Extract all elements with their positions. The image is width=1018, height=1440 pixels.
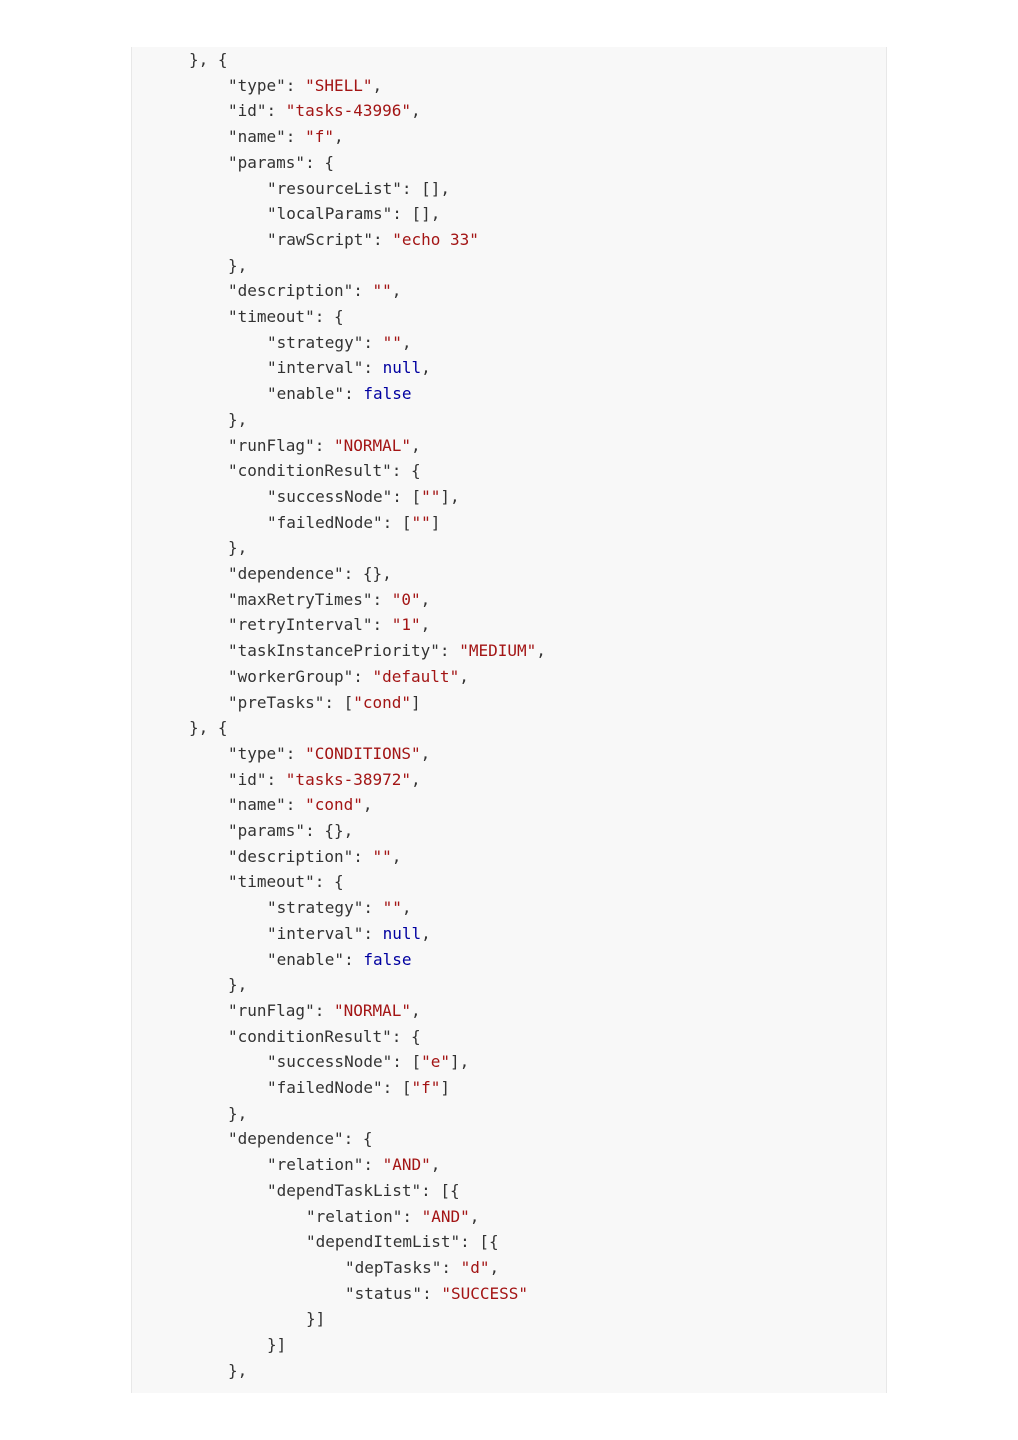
code-line [228,844,401,870]
punctuation-token: "runFlag": [228,435,334,455]
code-line [228,150,334,176]
code-line [228,1126,373,1152]
punctuation-token: "params": { [228,152,334,172]
string-token: "f" [411,1078,441,1097]
code-line [228,998,421,1024]
string-token: "AND" [382,1155,431,1175]
punctuation-token: "dependItemList": [{ [306,1232,499,1252]
string-token: "CONDITIONS" [305,743,421,763]
code-line [267,1075,450,1101]
code-line [189,715,228,741]
string-token: "" [372,281,392,301]
punctuation-token: "dependence": {}, [228,564,392,583]
code-line [228,587,430,613]
code-line [306,1306,325,1332]
code-line [267,201,440,227]
string-token: "default" [372,666,460,686]
punctuation-token: }] [306,1309,326,1329]
punctuation-token: ], [440,486,460,506]
code-line [267,227,479,253]
punctuation-token: "conditionResult": { [228,461,421,481]
string-token: "MEDIUM" [459,641,537,661]
punctuation-token: , [430,1155,441,1175]
code-block [131,47,887,1393]
punctuation-token: "relation": [267,1155,383,1175]
code-line [228,124,344,150]
code-line [189,47,228,73]
punctuation-token: "name": [228,795,306,815]
punctuation-token: "failedNode": [ [267,512,412,532]
code-line [228,278,401,304]
punctuation-token: , [420,589,431,609]
code-line [267,947,412,973]
punctuation-token: "taskInstancePriority": [228,641,460,661]
punctuation-token: , [421,358,431,378]
punctuation-token: "description": [228,281,373,301]
code-line [228,73,382,99]
string-token: "" [421,486,441,506]
code-line [228,535,247,561]
punctuation-token: , [459,666,469,686]
punctuation-token: , [536,641,546,661]
punctuation-token: , [469,1206,480,1226]
code-line [267,895,412,921]
punctuation-token: "rawScript": [267,229,393,249]
code-line [306,1229,499,1255]
code-line [228,767,421,793]
punctuation-token: }, { [189,50,228,69]
code-line [228,972,247,998]
string-token: "" [382,898,402,918]
string-token: "e" [421,1052,451,1072]
string-token: "f" [305,127,334,147]
punctuation-token: "description": [228,846,373,866]
code-line [228,792,373,818]
code-line [228,741,430,767]
string-token: "tasks-38972" [285,769,412,789]
punctuation-token: "runFlag": [228,1000,334,1020]
code-line [228,690,421,716]
punctuation-token: "conditionResult": { [228,1026,421,1046]
punctuation-token: "successNode": [ [267,1052,422,1072]
code-line [228,664,469,690]
punctuation-token: "resourceList": [], [267,178,451,198]
punctuation-token: }] [267,1335,287,1354]
punctuation-token: , [420,743,431,763]
punctuation-token: "relation": [306,1206,422,1226]
string-token: "" [411,512,431,532]
code-line [228,407,247,433]
punctuation-token: "name": [228,127,306,147]
punctuation-token: , [420,615,431,635]
punctuation-token: }, [228,1103,248,1123]
string-token: "echo 33" [392,229,479,249]
code-line [267,1332,286,1358]
punctuation-token: "preTasks": [ [228,692,354,712]
string-token: "cond" [353,692,412,712]
code-line [228,818,353,844]
punctuation-token: ], [450,1052,470,1072]
punctuation-token: "depTasks": [345,1257,461,1277]
string-token: "AND" [421,1206,470,1226]
code-line [306,1204,479,1230]
code-line [267,921,431,947]
keyword-token: false [363,949,412,969]
punctuation-token: "id": [228,101,286,121]
code-line [267,176,450,202]
punctuation-token: "timeout": { [228,307,344,326]
punctuation-token: "interval": [267,358,383,378]
code-line [267,330,412,356]
punctuation-token: "timeout": { [228,872,344,892]
punctuation-token: }, [228,255,248,275]
punctuation-token: "dependence": { [228,1129,373,1149]
punctuation-token: ] [440,1078,451,1097]
code-line [228,304,344,330]
keyword-token: null [382,923,422,943]
string-token: "NORMAL" [333,435,412,455]
punctuation-token: "enable": [267,949,364,969]
punctuation-token: "localParams": [], [267,204,441,224]
string-token: "SHELL" [305,75,373,95]
punctuation-token: , [401,332,412,352]
string-token: "NORMAL" [333,1000,412,1020]
code-line [228,433,421,459]
punctuation-token: }, { [189,718,228,738]
keyword-token: null [382,358,422,378]
string-token: "tasks-43996" [285,101,412,121]
punctuation-token: , [421,923,431,943]
code-line [345,1281,528,1307]
code-line [267,1152,440,1178]
punctuation-token: "strategy": [267,332,383,352]
string-token: "" [382,332,402,352]
punctuation-token: "workerGroup": [228,666,373,686]
punctuation-token: "enable": [267,384,364,404]
punctuation-token: "retryInterval": [228,615,392,635]
punctuation-token: "failedNode": [ [267,1078,412,1097]
punctuation-token: }, [228,538,248,558]
punctuation-token: ] [411,692,421,712]
punctuation-token: }, [228,1360,248,1380]
punctuation-token: , [411,101,421,121]
code-line [228,458,421,484]
punctuation-token: , [372,75,383,95]
punctuation-token: "params": {}, [228,821,354,840]
string-token: "1" [391,615,421,635]
code-line [267,1049,469,1075]
code-line [228,869,344,895]
code-line [228,253,247,279]
code-line [345,1255,499,1281]
punctuation-token: }, [228,409,248,429]
code-line [228,1024,421,1050]
punctuation-token: , [391,281,402,301]
code-line [267,355,431,381]
code-line [267,381,412,407]
punctuation-token: "type": [228,75,306,95]
keyword-token: false [363,384,412,404]
string-token: "cond" [305,795,363,815]
punctuation-token: ] [430,512,441,532]
punctuation-token: "maxRetryTimes": [228,589,392,609]
string-token: "SUCCESS" [441,1283,529,1303]
code-line [267,1178,460,1204]
punctuation-token: , [401,898,412,918]
code-line [228,1101,247,1127]
punctuation-token: }, [228,975,248,995]
code-line [228,98,421,124]
punctuation-token: "status": [345,1283,442,1303]
string-token: "0" [391,589,421,609]
punctuation-token: , [411,435,421,455]
code-line [228,561,392,587]
punctuation-token: "type": [228,743,306,763]
punctuation-token: , [411,769,421,789]
punctuation-token: , [411,1000,421,1020]
code-line [228,612,430,638]
punctuation-token: "interval": [267,923,383,943]
code-line [228,638,546,664]
punctuation-token: , [391,846,402,866]
code-line [267,484,460,510]
punctuation-token: "id": [228,769,286,789]
code-line [267,510,440,536]
punctuation-token: , [489,1257,500,1277]
punctuation-token: , [362,795,373,815]
punctuation-token: "dependTaskList": [{ [267,1180,460,1200]
string-token: "" [372,846,392,866]
punctuation-token: "successNode": [ [267,486,422,506]
string-token: "d" [460,1257,490,1277]
punctuation-token: "strategy": [267,898,383,918]
code-line [228,1358,247,1384]
punctuation-token: , [333,127,344,147]
